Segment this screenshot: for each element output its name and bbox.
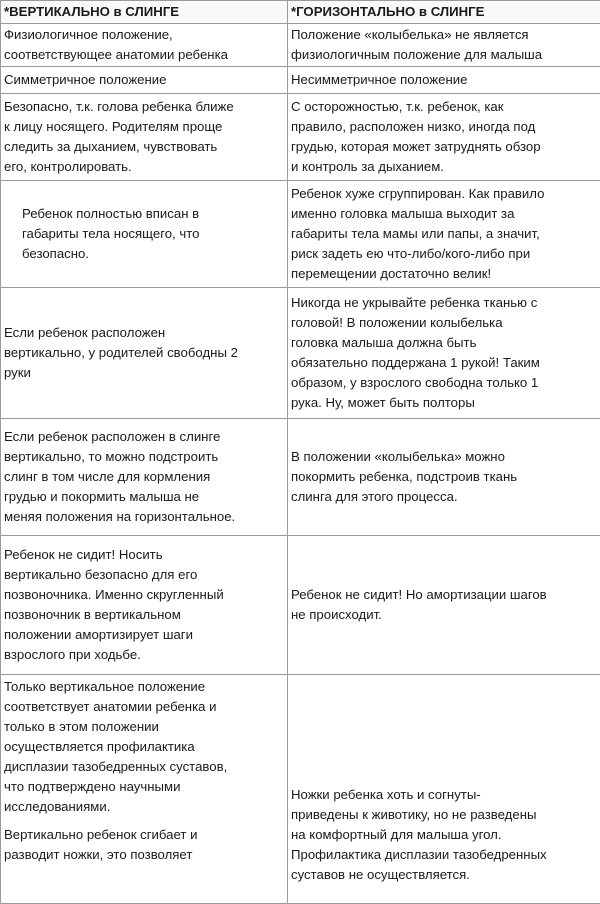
table-row	[1, 181, 600, 288]
cell-text: Безопасно, т.к. голова ребенка ближе к лицу носящего. Родителям проще следить за дыханием, чувствовать его, контролировать.	[4, 97, 284, 177]
cell-vertical	[1, 24, 288, 67]
table-row	[1, 67, 600, 94]
cell-text: Если ребенок расположен в слинге вертикально, то можно подстроить слинг в том числе для кормления грудью и покормить малыша не меняя положения на горизонтальное.	[4, 427, 284, 527]
table-row	[1, 419, 600, 536]
cell-vertical	[1, 419, 288, 536]
header-horizontal: *ГОРИЗОНТАЛЬНО в СЛИНГЕ	[288, 1, 600, 24]
cell-horizontal	[288, 67, 600, 94]
cell-text: Только вертикальное положение соответствует анатомии ребенка и только в этом положении осуществляется профилактика дисплазии тазобедренных суставов, что подтверждено научными исследованиями.	[4, 677, 284, 817]
cell-vertical	[1, 288, 288, 419]
cell-vertical	[1, 675, 288, 904]
cell-horizontal	[288, 288, 600, 419]
cell-vertical	[1, 94, 288, 181]
cell-text: Положение «колыбелька» не является физиологичным положение для малыша	[291, 25, 597, 65]
cell-text: Физиологичное положение, соответствующее анатомии ребенка	[4, 25, 284, 65]
cell-vertical	[1, 181, 288, 288]
cell-horizontal	[288, 181, 600, 288]
cell-text: Ребенок хуже сгруппирован. Как правило именно головка малыша выходит за габариты тела мамы или папы, а значит, риск задеть ею что-либо/кого-либо при перемещении достаточно велик!	[291, 184, 597, 284]
cell-text: Ребенок не сидит! Носить вертикально безопасно для его позвоночника. Именно скругленный позвоночник в вертикальном положении амортизирует шаги взрослого при ходьбе.	[4, 545, 284, 665]
table-row	[1, 536, 600, 675]
cell-text: Никогда не укрывайте ребенка тканью с головой! В положении колыбелька головка малыша должна быть обязательно поддержана 1 рукой! Таким образом, у взрослого свободна только 1 рука. Ну, может быть полторы	[291, 293, 597, 413]
cell-horizontal	[288, 24, 600, 67]
cell-text: С осторожностью, т.к. ребенок, как правило, расположен низко, иногда под грудью, которая может затруднять обзор и контроль за дыханием.	[291, 97, 597, 177]
cell-text-continued: Вертикально ребенок сгибает и разводит ножки, это позволяет	[4, 825, 284, 865]
table-row	[1, 24, 600, 67]
table-row	[1, 675, 600, 904]
cell-vertical	[1, 536, 288, 675]
cell-text: Ножки ребенка хоть и согнуты- приведены к животику, но не разведены на комфортный для малыша угол. Профилактика дисплазии тазобедренных суставов не осуществляется.	[291, 785, 597, 885]
header-row	[1, 1, 600, 24]
table-row	[1, 288, 600, 419]
cell-text: В положении «колыбелька» можно покормить ребенка, подстроив ткань слинга для этого процесса.	[291, 447, 597, 507]
cell-horizontal	[288, 94, 600, 181]
cell-text: Если ребенок расположен вертикально, у родителей свободны 2 руки	[4, 323, 284, 383]
table-row	[1, 94, 600, 181]
cell-text: Несимметричное положение	[291, 70, 597, 90]
cell-horizontal	[288, 536, 600, 675]
cell-horizontal	[288, 675, 600, 904]
cell-text: Ребенок не сидит! Но амортизации шагов не происходит.	[291, 585, 597, 625]
header-vertical: *ВЕРТИКАЛЬНО в СЛИНГЕ	[1, 1, 288, 24]
cell-text: Симметричное положение	[4, 70, 284, 90]
cell-vertical	[1, 67, 288, 94]
cell-horizontal	[288, 419, 600, 536]
cell-text: Ребенок полностью вписан в габариты тела носящего, что безопасно.	[4, 204, 284, 264]
